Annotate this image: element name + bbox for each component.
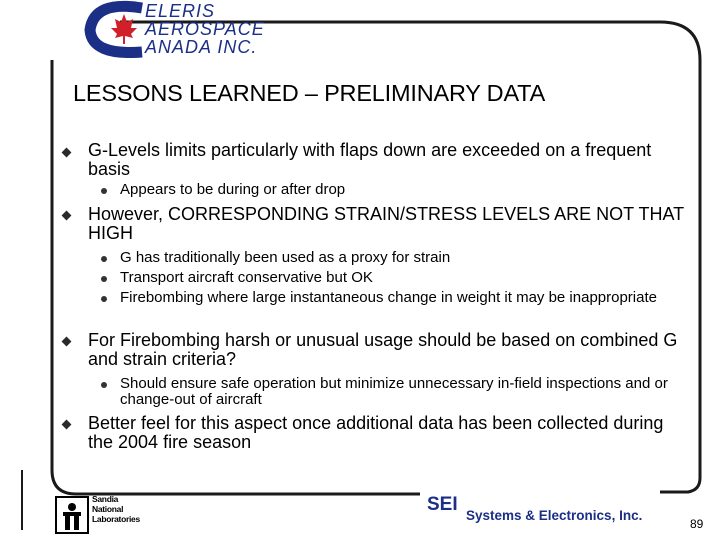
bullet-2-sub-3: Firebombing where large instantaneous change in weight it may be inappropriate [120,289,657,306]
bullet-1: G-Levels limits particularly with flaps down are exceeded on a frequent basis [88,140,652,179]
page-number: 89 [690,517,704,531]
dot-bullet-icon [101,276,107,282]
company-logo [80,0,150,58]
dot-bullet-icon [101,188,107,194]
sei-logo-text: SEI [427,494,458,515]
maple-leaf-icon [111,14,137,44]
dot-bullet-icon [101,256,107,262]
bullet-3: For Firebombing harsh or unusual usage should be based on combined G and strain criteria? [88,330,678,369]
bullet-3-sub-1: Should ensure safe operation but minimize unnecessary in-field inspections and or change-out of aircraft [120,375,668,408]
bullet-4: Better feel for this aspect once additional data has been collected during the 2004 fire season [88,413,664,452]
bullet-2-sub-2: Transport aircraft conservative but OK [120,269,373,286]
slide-title: LESSONS LEARNED – PRELIMINARY DATA [73,80,546,106]
bullet-2-sub-1: G has traditionally been used as a proxy for strain [120,249,451,266]
sandia-logo-icon [55,496,89,534]
sandia-label: Sandia National Laboratories [92,494,140,524]
bullet-1-sub-1: Appears to be during or after drop [120,181,346,198]
logo-line-3: ANADA INC. [145,37,258,57]
dot-bullet-icon [101,382,107,388]
logo-line-2: AEROSPACE [145,19,265,39]
bullet-2: However, CORRESPONDING STRAIN/STRESS LEVELS ARE NOT THAT HIGH [88,204,684,243]
logo-line-1: ELERIS [145,1,216,21]
dot-bullet-icon [101,296,107,302]
company-name: Systems & Electronics, Inc. [466,508,643,523]
